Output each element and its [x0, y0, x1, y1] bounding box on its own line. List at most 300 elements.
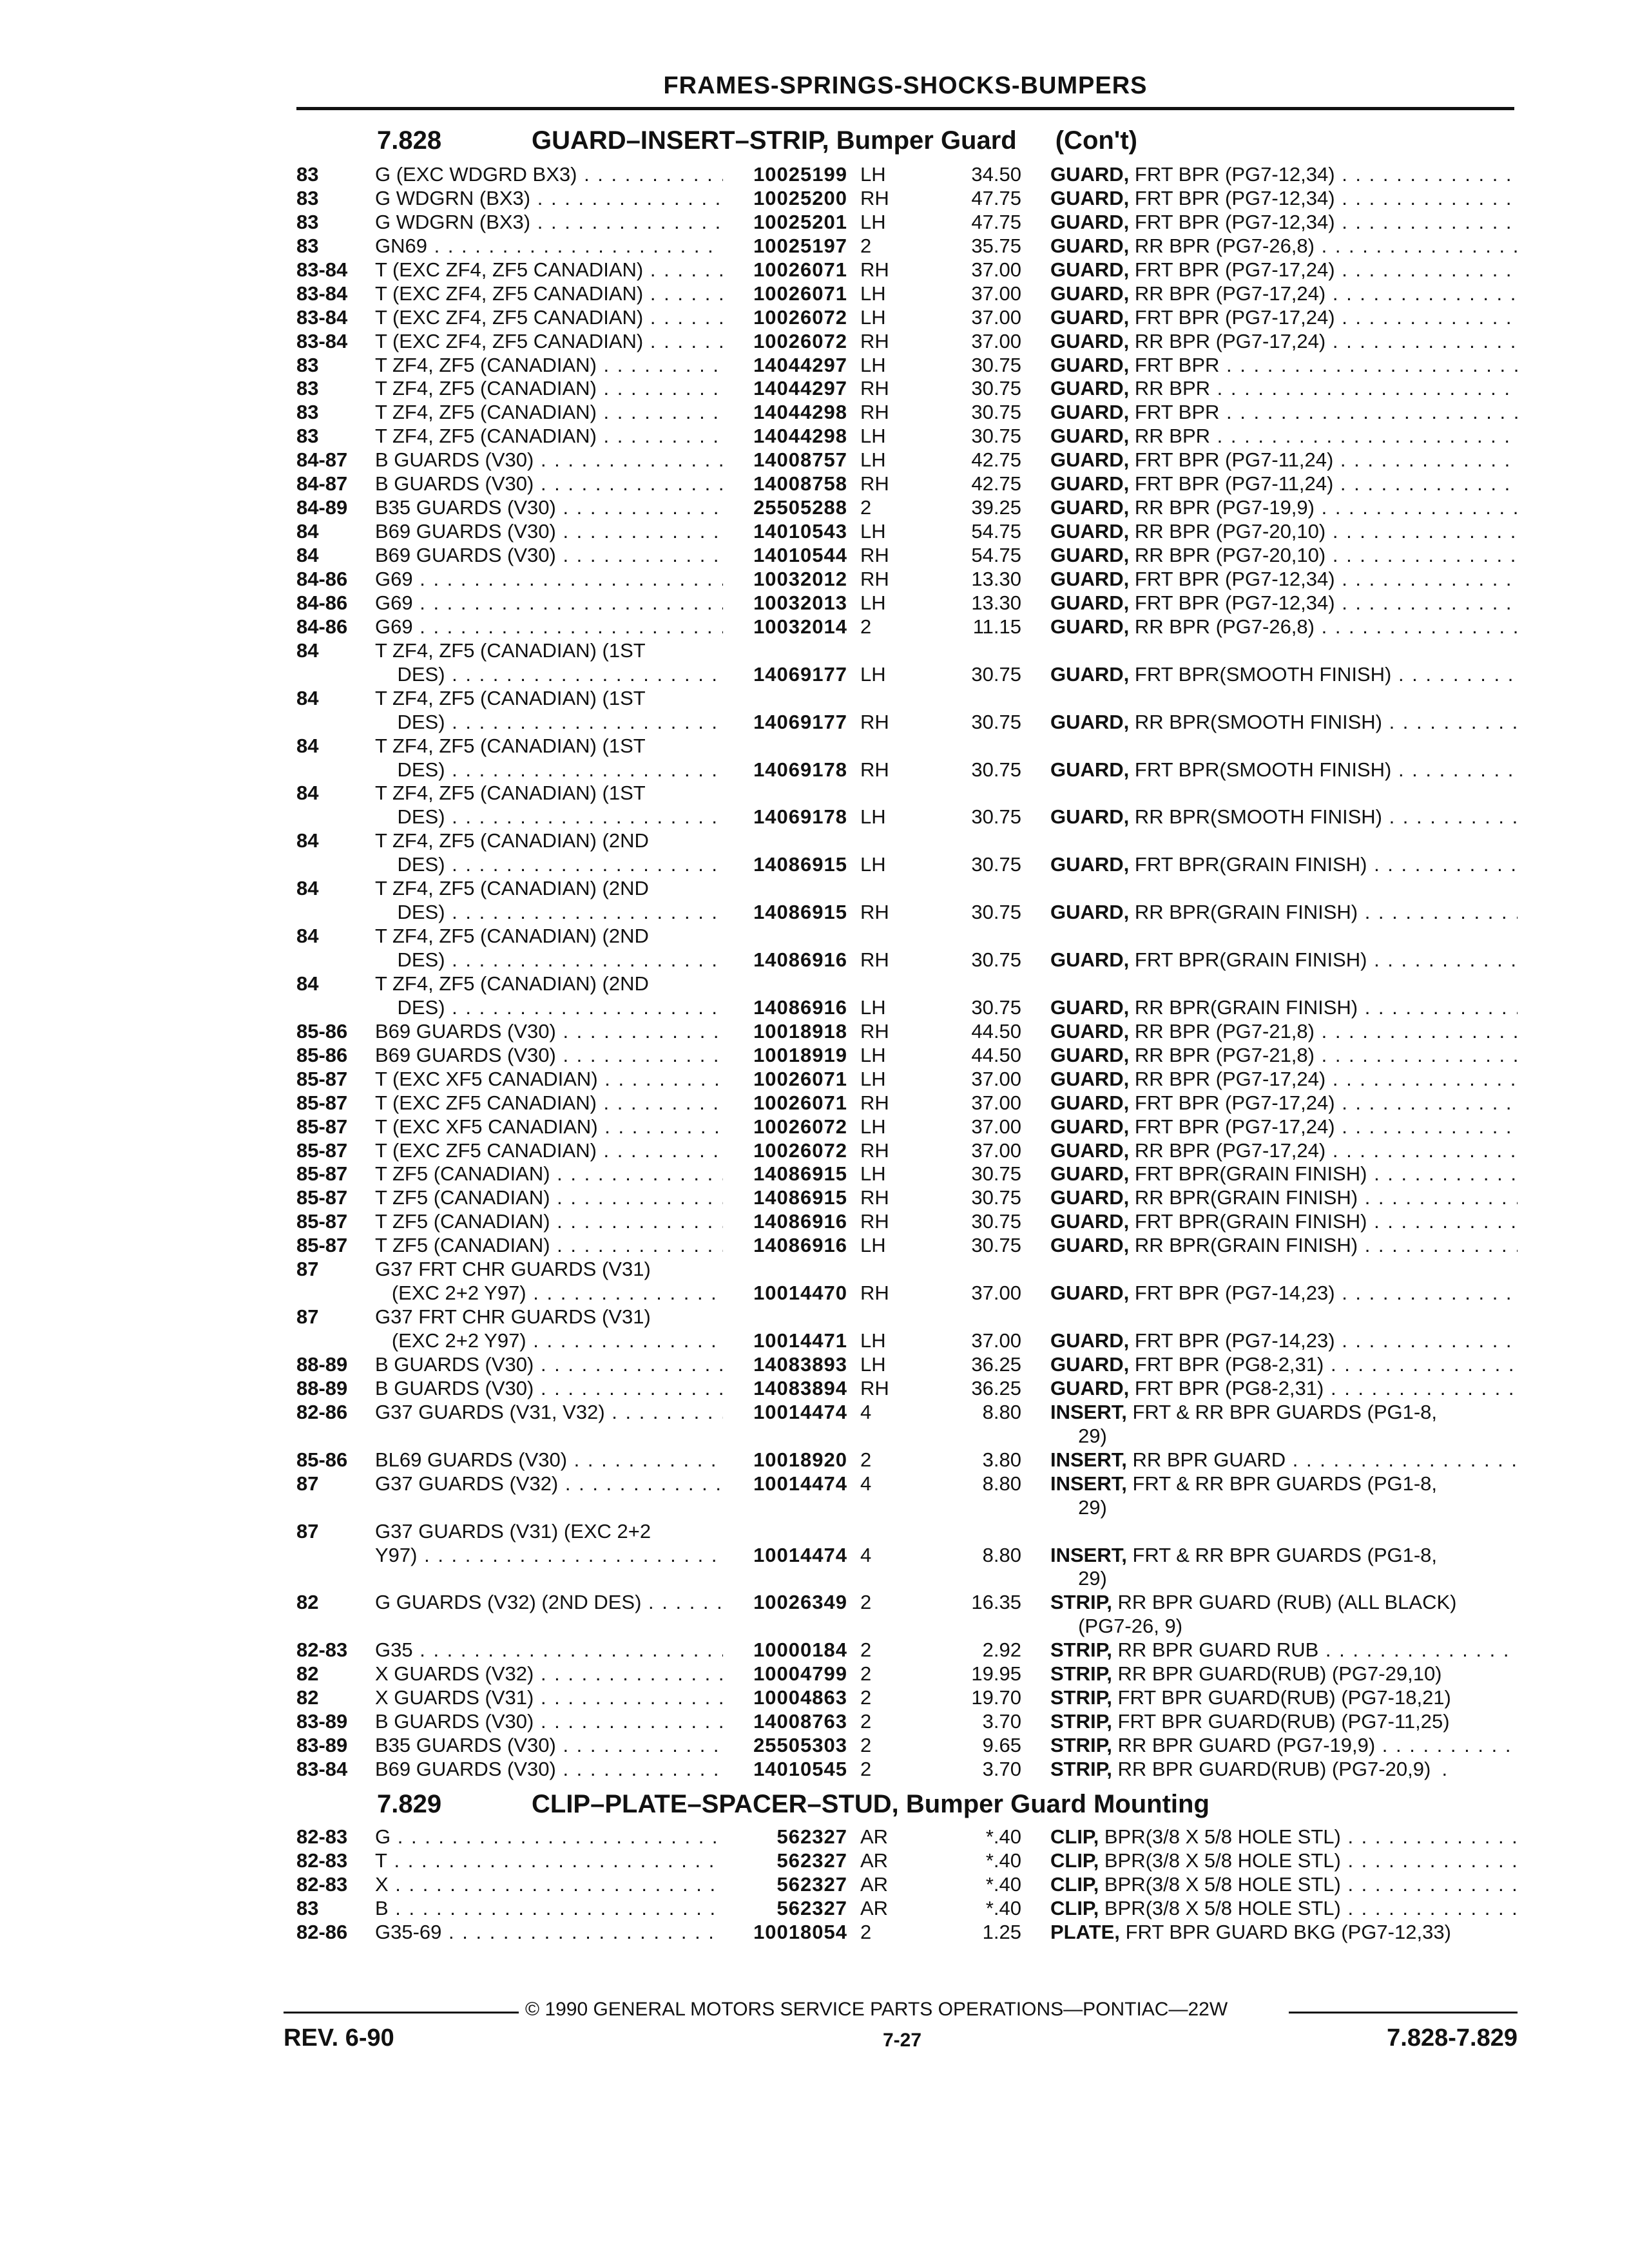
table-row	[0, 424, 1629, 448]
part-detail: FRT BPR GUARD(RUB) (PG7-11,25)	[1117, 1710, 1450, 1733]
part-detail: RR BPR (PG7-17,24)	[1134, 1139, 1326, 1162]
quantity: 4	[860, 1543, 872, 1566]
model-years: 83	[296, 186, 319, 209]
part-detail: FRT BPR GUARD BKG (PG7-12,33)	[1125, 1921, 1451, 1943]
part-name	[1050, 1019, 1518, 1043]
table-row	[0, 258, 1629, 282]
price: 44.50	[971, 1019, 1021, 1043]
price: 36.25	[971, 1376, 1021, 1399]
model-description: B GUARDS (V30) . . .	[375, 1352, 723, 1376]
table-row	[0, 639, 1629, 662]
table-row	[0, 1543, 1629, 1567]
part-noun: GUARD,	[1050, 1091, 1130, 1114]
part-detail: RR BPR(GRAIN FINISH)	[1134, 995, 1358, 1019]
part-number: 14010544	[753, 544, 847, 567]
model-years: 82	[296, 1662, 319, 1686]
part-number: 10026072	[753, 329, 847, 352]
part-detail: FRT BPR (PG7-17,24)	[1134, 305, 1335, 329]
price: 11.15	[972, 615, 1021, 638]
model-description: T ZF4, ZF5 (CANADIAN) (1ST	[375, 639, 646, 662]
quantity: RH	[860, 567, 889, 590]
price: 3.70	[982, 1757, 1021, 1780]
part-number: 14069177	[753, 710, 847, 733]
table-row	[0, 1662, 1629, 1686]
model-description: B69 GUARDS (V30) . . .	[375, 519, 723, 543]
model-description: T ZF4, ZF5 (CANADIAN) (2ND	[375, 972, 649, 995]
part-noun: GUARD,	[1050, 472, 1130, 495]
footer-rule-right	[1289, 2012, 1518, 2013]
quantity: LH	[860, 305, 886, 329]
price: 30.75	[971, 758, 1021, 781]
part-name	[1050, 1376, 1518, 1400]
part-noun: GUARD,	[1050, 258, 1130, 281]
model-description: G37 GUARDS (V31, V32) . . .	[375, 1400, 723, 1424]
part-noun: GUARD,	[1050, 496, 1130, 519]
quantity: RH	[860, 377, 889, 400]
model-description: G35-69 . . .	[375, 1920, 723, 1944]
part-detail: FRT & RR BPR GUARDS (PG1-8,	[1132, 1543, 1438, 1566]
part-name	[1050, 1920, 1518, 1944]
table-row	[0, 1614, 1629, 1638]
part-noun: GUARD,	[1050, 1210, 1130, 1233]
model-years: 83	[296, 401, 319, 424]
part-detail: RR BPR GUARD (RUB) (ALL BLACK)	[1117, 1591, 1457, 1614]
part-number: 10025197	[753, 234, 847, 257]
model-description: T ZF5 (CANADIAN) . . .	[375, 1186, 723, 1209]
table-row	[0, 1067, 1629, 1091]
model-description: T (EXC XF5 CANADIAN) . . .	[375, 1067, 723, 1091]
model-description: B35 GUARDS (V30) . . .	[375, 1733, 723, 1757]
part-noun: STRIP,	[1050, 1710, 1112, 1733]
part-detail: FRT BPR(GRAIN FINISH)	[1134, 1162, 1367, 1186]
model-description: T ZF4, ZF5 (CANADIAN) . . .	[375, 400, 723, 424]
part-detail: (PG7-26, 9)	[1050, 1615, 1183, 1638]
model-description: DES) . . .	[375, 710, 723, 734]
price: 13.30	[971, 567, 1021, 590]
price: 54.75	[971, 520, 1021, 543]
part-number: 14086915	[753, 853, 847, 876]
model-description: B35 GUARDS (V30) . . .	[375, 495, 723, 519]
quantity: AR	[860, 1825, 889, 1848]
part-detail: BPR(3/8 X 5/8 HOLE STL)	[1104, 1825, 1341, 1848]
part-number: 10026071	[753, 1067, 847, 1090]
model-years: 85-87	[296, 1186, 348, 1209]
part-name	[1050, 258, 1518, 282]
model-description: BL69 GUARDS (V30) . . .	[375, 1448, 723, 1472]
part-number: 10014471	[753, 1329, 847, 1352]
page-title: FRAMES-SPRINGS-SHOCKS-BUMPERS	[663, 72, 1148, 99]
model-years: 82	[296, 1686, 319, 1709]
model-description: B GUARDS (V30) . . .	[375, 1376, 723, 1400]
footer-section-range: 7.828-7.829	[1387, 2024, 1518, 2052]
model-years: 85-87	[296, 1210, 348, 1233]
part-noun: GUARD,	[1050, 853, 1130, 876]
model-description: B69 GUARDS (V30) . . .	[375, 1757, 723, 1781]
part-name	[1050, 376, 1518, 400]
part-detail: RR BPR	[1134, 425, 1211, 448]
table-row	[0, 1162, 1629, 1186]
table-row	[0, 662, 1629, 686]
model-description: T (EXC ZF4, ZF5 CANADIAN) . . .	[375, 305, 723, 329]
model-years: 83-84	[296, 282, 348, 305]
table-row	[0, 924, 1629, 948]
table-row	[0, 1209, 1629, 1233]
part-detail: RR BPR (PG7-17,24)	[1134, 1067, 1326, 1090]
part-noun: GUARD,	[1050, 1162, 1130, 1186]
model-years: 84-86	[296, 615, 348, 638]
part-number: 10026071	[753, 282, 847, 305]
part-detail: 29)	[1050, 1424, 1107, 1447]
table-row	[0, 1519, 1629, 1543]
model-years: 85-87	[296, 1162, 348, 1186]
part-name	[1050, 1329, 1518, 1352]
model-description: T ZF4, ZF5 (CANADIAN) . . .	[375, 376, 723, 400]
part-name	[1050, 448, 1518, 472]
price: *.40	[985, 1849, 1021, 1872]
part-noun: GUARD,	[1050, 758, 1130, 781]
part-name	[1050, 1115, 1518, 1139]
table-row	[0, 734, 1629, 758]
table-row	[0, 162, 1629, 186]
model-years: 83	[296, 425, 319, 448]
price: 8.80	[982, 1472, 1021, 1495]
model-years: 87	[296, 1472, 319, 1495]
part-detail: RR BPR (PG7-21,8)	[1134, 1043, 1315, 1066]
model-years: 83-84	[296, 1757, 348, 1780]
model-description: T ZF4, ZF5 (CANADIAN) . . .	[375, 424, 723, 448]
quantity: 2	[860, 1710, 872, 1733]
model-description: G (EXC WDGRD BX3) . . .	[375, 162, 723, 186]
part-number: 14044297	[753, 353, 847, 376]
part-number: 14008757	[753, 448, 847, 472]
quantity: 2	[860, 1757, 872, 1780]
part-name	[1050, 591, 1518, 615]
model-description: T (EXC ZF4, ZF5 CANADIAN) . . .	[375, 329, 723, 353]
table-row	[0, 282, 1629, 305]
price: 30.75	[971, 1162, 1021, 1186]
price: 42.75	[971, 472, 1021, 495]
model-years: 85-86	[296, 1043, 348, 1066]
quantity: LH	[860, 591, 886, 614]
table-row	[0, 1872, 1629, 1896]
part-name	[1050, 472, 1518, 495]
table-row	[0, 1495, 1629, 1519]
part-detail: FRT BPR (PG7-12,34)	[1134, 163, 1335, 186]
part-name	[1050, 1566, 1518, 1590]
quantity: 2	[860, 1686, 872, 1709]
part-detail: RR BPR(SMOOTH FINISH)	[1134, 710, 1382, 733]
part-noun: CLIP,	[1050, 1897, 1099, 1919]
model-years: 82-83	[296, 1849, 348, 1872]
quantity: 2	[860, 1639, 872, 1662]
part-name	[1050, 1448, 1518, 1472]
quantity: LH	[860, 520, 886, 543]
part-noun: INSERT,	[1050, 1400, 1127, 1423]
part-name	[1050, 1543, 1518, 1567]
model-description: DES) . . .	[375, 662, 723, 686]
part-number: 14083894	[753, 1376, 847, 1399]
part-noun: STRIP,	[1050, 1639, 1112, 1662]
quantity: RH	[860, 1186, 889, 1209]
part-number: 10026071	[753, 258, 847, 281]
part-detail: FRT BPR(GRAIN FINISH)	[1134, 1210, 1367, 1233]
part-detail: FRT BPR (PG7-11,24)	[1134, 448, 1334, 472]
part-number: 14008763	[753, 1710, 847, 1733]
table-row	[0, 1424, 1629, 1448]
part-detail: RR BPR	[1134, 377, 1211, 400]
part-noun: STRIP,	[1050, 1686, 1112, 1709]
part-name	[1050, 234, 1518, 258]
part-number: 10025201	[753, 210, 847, 233]
part-number: 10018918	[753, 1019, 847, 1043]
part-name	[1050, 1733, 1518, 1757]
part-detail: RR BPR GUARD (PG7-19,9)	[1117, 1734, 1376, 1757]
price: 36.25	[971, 1353, 1021, 1376]
price: 37.00	[971, 1067, 1021, 1090]
quantity: RH	[860, 1139, 889, 1162]
table-row	[0, 876, 1629, 900]
table-row	[0, 1757, 1629, 1781]
part-name	[1050, 1872, 1518, 1896]
price: 37.00	[971, 1329, 1021, 1352]
model-description: B GUARDS (V30) . . .	[375, 472, 723, 495]
part-number: 562327	[776, 1849, 847, 1872]
part-name	[1050, 662, 1518, 686]
price: 37.00	[971, 258, 1021, 281]
part-number: 14010543	[753, 520, 847, 543]
price: 30.75	[971, 1186, 1021, 1209]
part-name	[1050, 1139, 1518, 1162]
table-row	[0, 353, 1629, 377]
part-number: 14044298	[753, 401, 847, 424]
quantity: RH	[860, 710, 889, 733]
part-name	[1050, 852, 1518, 876]
table-row	[0, 1305, 1629, 1329]
footer-page-number: 7-27	[883, 2030, 922, 2051]
part-detail: RR BPR(SMOOTH FINISH)	[1134, 805, 1382, 829]
part-name	[1050, 1614, 1518, 1638]
model-description: (EXC 2+2 Y97) . . .	[375, 1281, 723, 1305]
part-detail: FRT & RR BPR GUARDS (PG1-8,	[1132, 1472, 1438, 1495]
part-number: 14086915	[753, 1162, 847, 1186]
quantity: 2	[860, 1662, 872, 1686]
model-description: DES) . . .	[375, 948, 723, 972]
part-name	[1050, 1186, 1518, 1209]
quantity: LH	[860, 1043, 886, 1066]
part-noun: GUARD,	[1050, 329, 1130, 352]
part-detail: FRT BPR (PG7-17,24)	[1134, 1091, 1335, 1114]
quantity: 2	[860, 1921, 872, 1943]
model-years: 88-89	[296, 1353, 348, 1376]
footer-revision: REV. 6-90	[284, 2024, 394, 2052]
model-years: 83	[296, 210, 319, 233]
part-name	[1050, 400, 1518, 424]
model-description: T (EXC ZF5 CANADIAN) . . .	[375, 1139, 723, 1162]
part-detail: FRT BPR (PG7-17,24)	[1134, 1115, 1335, 1138]
part-name	[1050, 210, 1518, 234]
model-description: B69 GUARDS (V30) . . .	[375, 1043, 723, 1067]
table-row	[0, 376, 1629, 400]
model-years: 83	[296, 377, 319, 400]
part-noun: GUARD,	[1050, 710, 1130, 733]
part-detail: FRT BPR (PG7-12,34)	[1134, 567, 1335, 590]
section-continued: (Con't)	[1055, 126, 1137, 155]
model-description: G37 FRT CHR GUARDS (V31)	[375, 1258, 651, 1281]
part-name	[1050, 1067, 1518, 1091]
price: 30.75	[971, 377, 1021, 400]
part-name	[1050, 353, 1518, 377]
quantity: RH	[860, 472, 889, 495]
model-years: 83	[296, 1897, 319, 1919]
part-number: 10014474	[753, 1543, 847, 1566]
part-number: 14086916	[753, 1234, 847, 1257]
part-noun: GUARD,	[1050, 662, 1130, 686]
model-description: T ZF4, ZF5 (CANADIAN) (2ND	[375, 877, 649, 900]
model-description: G69 . . .	[375, 615, 723, 639]
model-description: T . . .	[375, 1849, 723, 1872]
part-detail: RR BPR (PG7-17,24)	[1134, 329, 1326, 352]
part-number: 10000184	[753, 1639, 847, 1662]
price: 30.75	[971, 948, 1021, 972]
price: 30.75	[971, 425, 1021, 448]
part-number: 14086915	[753, 1186, 847, 1209]
part-noun: GUARD,	[1050, 805, 1130, 829]
part-noun: GUARD,	[1050, 1282, 1130, 1305]
part-noun: INSERT,	[1050, 1448, 1127, 1471]
model-years: 85-87	[296, 1234, 348, 1257]
part-number: 10032012	[753, 567, 847, 590]
part-name	[1050, 758, 1518, 782]
part-detail: RR BPR (PG7-26,8)	[1134, 615, 1315, 638]
table-row	[0, 972, 1629, 995]
part-noun: CLIP,	[1050, 1849, 1099, 1872]
quantity: 2	[860, 1734, 872, 1757]
part-detail: FRT BPR GUARD(RUB) (PG7-18,21)	[1117, 1686, 1451, 1709]
quantity: 2	[860, 496, 872, 519]
part-noun: GUARD,	[1050, 1234, 1130, 1257]
table-row	[0, 948, 1629, 972]
part-noun: GUARD,	[1050, 591, 1130, 614]
part-noun: GUARD,	[1050, 210, 1130, 233]
table-row	[0, 591, 1629, 615]
part-detail: RR BPR (PG7-21,8)	[1134, 1019, 1315, 1043]
table-row	[0, 543, 1629, 567]
model-years: 87	[296, 1258, 319, 1281]
model-description: T (EXC ZF5 CANADIAN) . . .	[375, 1091, 723, 1115]
model-description: B69 GUARDS (V30) . . .	[375, 1019, 723, 1043]
part-noun: GUARD,	[1050, 353, 1130, 376]
model-description: T ZF4, ZF5 (CANADIAN) (1ST	[375, 686, 646, 709]
price: 2.92	[982, 1639, 1021, 1662]
model-description: B69 GUARDS (V30) . . .	[375, 543, 723, 567]
model-years: 84	[296, 686, 319, 709]
part-noun: STRIP,	[1050, 1757, 1112, 1780]
model-description: B GUARDS (V30) . . .	[375, 448, 723, 472]
table-row	[0, 1376, 1629, 1400]
part-name	[1050, 567, 1518, 591]
quantity: AR	[860, 1849, 889, 1872]
price: 30.75	[971, 1234, 1021, 1257]
quantity: RH	[860, 258, 889, 281]
price: 42.75	[971, 448, 1021, 472]
model-description: DES) . . .	[375, 758, 723, 782]
model-years: 82	[296, 1591, 319, 1614]
model-years: 84-86	[296, 591, 348, 614]
part-noun: STRIP,	[1050, 1662, 1112, 1686]
part-noun: GUARD,	[1050, 1019, 1130, 1043]
model-years: 83-84	[296, 329, 348, 352]
model-description: T (EXC XF5 CANADIAN) . . .	[375, 1115, 723, 1139]
part-detail: RR BPR(GRAIN FINISH)	[1134, 901, 1358, 924]
part-name	[1050, 1162, 1518, 1186]
price: 54.75	[971, 544, 1021, 567]
part-name	[1050, 948, 1518, 972]
part-noun: GUARD,	[1050, 282, 1130, 305]
part-detail: FRT BPR (PG8-2,31)	[1134, 1353, 1324, 1376]
price: 39.25	[971, 496, 1021, 519]
part-noun: GUARD,	[1050, 1186, 1130, 1209]
part-number: 14069178	[753, 758, 847, 781]
part-name	[1050, 1352, 1518, 1376]
part-detail: 29)	[1050, 1567, 1107, 1590]
part-detail: FRT BPR(SMOOTH FINISH)	[1134, 758, 1392, 781]
part-number: 14069178	[753, 805, 847, 829]
table-row	[0, 1329, 1629, 1352]
model-description: B . . .	[375, 1896, 723, 1920]
quantity: LH	[860, 448, 886, 472]
model-description: (EXC 2+2 Y97) . . .	[375, 1329, 723, 1352]
quantity: RH	[860, 1091, 889, 1114]
part-number: 10026072	[753, 1139, 847, 1162]
table-row	[0, 567, 1629, 591]
part-name	[1050, 495, 1518, 519]
table-row	[0, 1825, 1629, 1849]
part-name	[1050, 1233, 1518, 1257]
part-noun: CLIP,	[1050, 1825, 1099, 1848]
part-noun: GUARD,	[1050, 544, 1130, 567]
part-number: 10026071	[753, 1091, 847, 1114]
part-name	[1050, 1896, 1518, 1920]
table-row	[0, 1920, 1629, 1944]
table-row	[0, 805, 1629, 829]
part-noun: STRIP,	[1050, 1734, 1112, 1757]
part-noun: GUARD,	[1050, 1139, 1130, 1162]
quantity: 4	[860, 1400, 872, 1423]
part-detail: RR BPR(GRAIN FINISH)	[1134, 1186, 1358, 1209]
part-name	[1050, 1638, 1518, 1662]
model-description: DES) . . .	[375, 995, 723, 1019]
model-years: 87	[296, 1305, 319, 1329]
model-description: G35 . . .	[375, 1638, 723, 1662]
table-row	[0, 448, 1629, 472]
part-noun: GUARD,	[1050, 448, 1130, 472]
table-row	[0, 1686, 1629, 1709]
model-years: 84	[296, 925, 319, 948]
part-name	[1050, 1495, 1518, 1519]
model-years: 87	[296, 1519, 319, 1542]
table-row	[0, 329, 1629, 353]
quantity: AR	[860, 1897, 889, 1919]
part-detail: BPR(3/8 X 5/8 HOLE STL)	[1104, 1849, 1341, 1872]
price: 1.25	[982, 1921, 1021, 1943]
part-noun: INSERT,	[1050, 1472, 1127, 1495]
table-row	[0, 781, 1629, 805]
model-description: T (EXC ZF4, ZF5 CANADIAN) . . .	[375, 282, 723, 305]
model-description: X . . .	[375, 1872, 723, 1896]
part-noun: PLATE,	[1050, 1921, 1120, 1943]
part-detail: FRT BPR (PG8-2,31)	[1134, 1376, 1324, 1399]
table-row	[0, 1043, 1629, 1067]
